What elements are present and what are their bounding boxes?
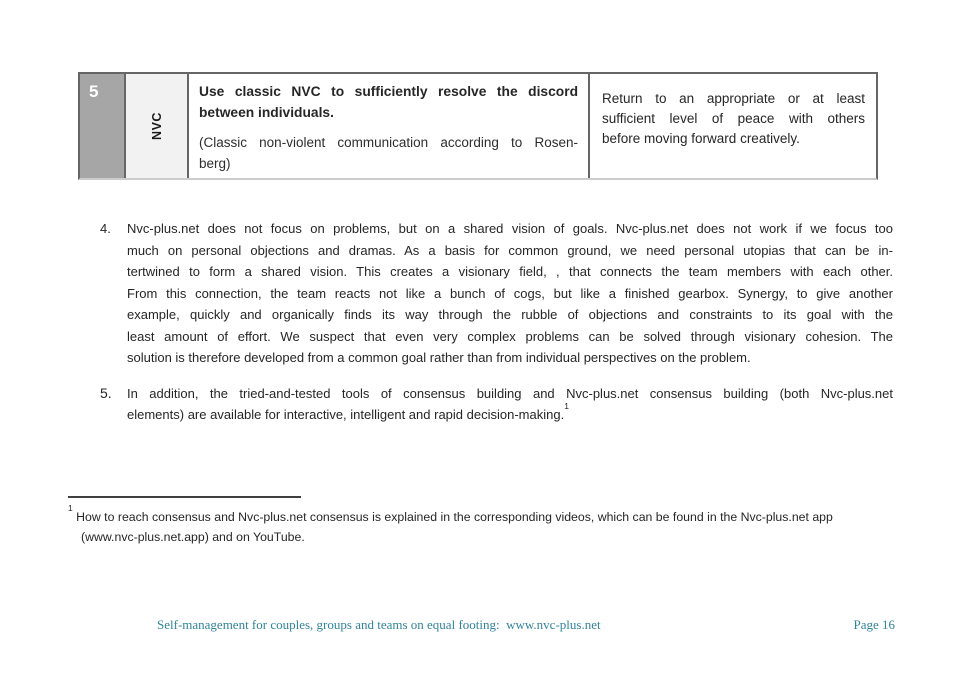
footnote-text-continued: (www.nvc-plus.net.app) and on YouTube.: [81, 530, 305, 544]
footnote: [68, 502, 900, 547]
paragraph-5: [100, 383, 893, 426]
table-row-number: [80, 74, 124, 178]
footer-tagline: Self-management for couples, groups and teams on equal footing: www.nvc-plus.net: [157, 617, 601, 632]
table-action-cell: [187, 74, 588, 178]
body-paragraphs: [100, 218, 893, 426]
footnote-text: How to reach consensus and Nvc-plus.net consensus is explained in the corresponding videos, which can be found in the Nvc-plus.net app: [76, 510, 833, 524]
process-table: [78, 72, 878, 180]
paragraph-number: 5.: [100, 384, 112, 401]
row-number-label: 5: [89, 82, 99, 101]
footnote-reference: 1: [564, 400, 569, 411]
paragraph-number: 4.: [100, 221, 111, 236]
action-note: (Classic non-violent communication according to Rosen- berg): [199, 135, 578, 171]
paragraph-text: In addition, the tried-and-tested tools of consensus building and Nvc-plus.net consensus building (both Nvc-plus.net elements) are available for interactive, intelligent and rapid decision-making.$^1$: [127, 385, 893, 422]
page-number: Page 16: [853, 617, 895, 632]
paragraph-text: Nvc-plus.net does not focus on problems, but on a shared vision of goals. Nvc-plus.net does not work if we focus too much on personal objections and dramas. As a basis for common ground, we need personal utopias that can be in- tertwined to form a shared vision. This creates a visionary field, , that connects the team members with each other. From this connection, the team reacts not like a bunch of cogs, but like a finished gearbox. Synergy, to give another example, quickly and organically finds its way through the rubble of objections and constraints to its goal with the least amount of effort. We suspect that even very complex problems can be solved through visionary cohesion. The solution is therefore developed from a common goal rather than from individual perspectives on the problem.: [127, 221, 893, 365]
table-category-cell: [124, 74, 187, 178]
paragraph-4: [100, 218, 893, 369]
page-footer: [68, 617, 895, 633]
footnote-marker: 1: [68, 502, 73, 513]
category-label: NVC: [149, 112, 164, 140]
footnote-separator: [68, 496, 301, 498]
table-outcome-cell: Return to an appropriate or at least sufficient level of peace with others before moving forward creatively.: [588, 74, 876, 178]
action-title: Use classic NVC to sufficiently resolve the discord between individuals.: [199, 84, 578, 120]
